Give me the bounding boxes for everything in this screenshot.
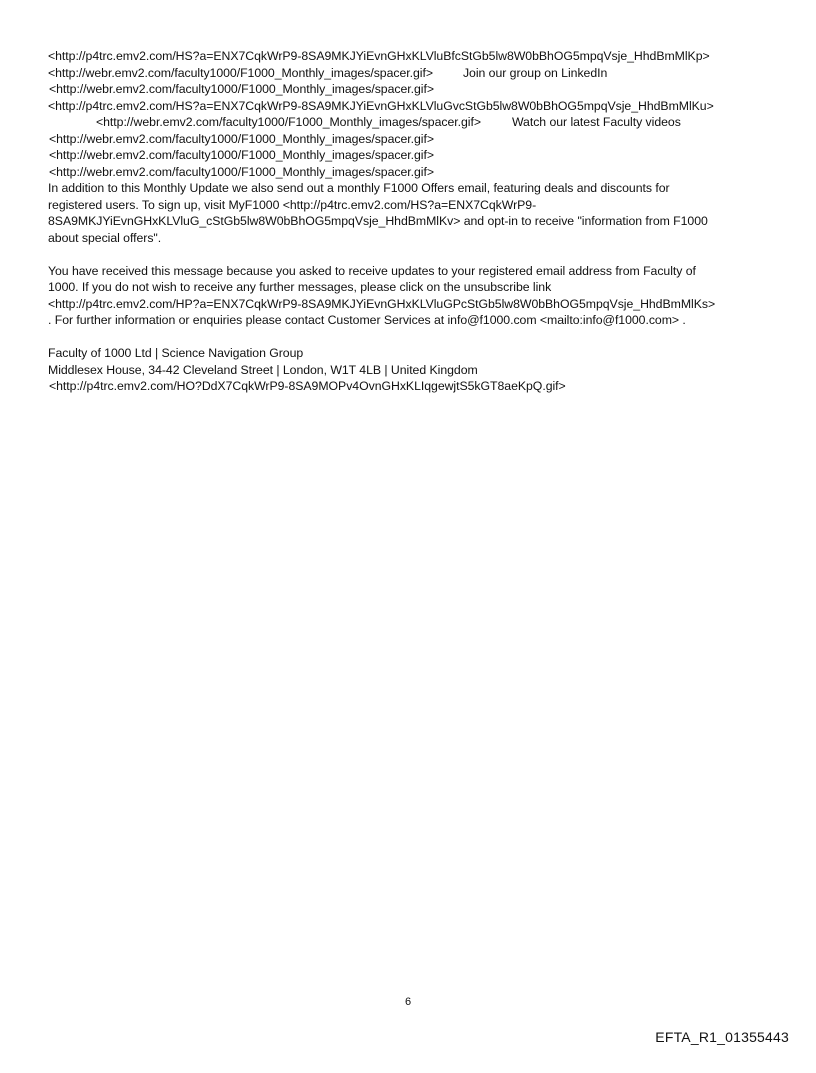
- offers-paragraph: [48, 180, 778, 246]
- offers-line: about special offers".: [48, 230, 162, 245]
- spacer-image-link: <http://webr.emv2.com/faculty1000/F1000_Monthly_images/spacer.gif>: [48, 65, 433, 80]
- faculty-videos-text: Watch our latest Faculty videos: [511, 115, 681, 129]
- tracking-link-line: <http://p4trc.emv2.com/HS?a=ENX7CqkWrP9-8SA9MKJYiEvnGHxKLVluGvcStGb5lw8W0bBhOG5mpqVsje_HhdBmMlKu>: [48, 98, 714, 113]
- company-address: Middlesex House, 34-42 Cleveland Street | London, W1T 4LB | United Kingdom: [48, 362, 478, 377]
- spacer-image-line: <http://webr.emv2.com/faculty1000/F1000_Monthly_images/spacer.gif>: [49, 131, 434, 146]
- offers-line: In addition to this Monthly Update we also send out a monthly F1000 Offers email, featuring deals and discounts for: [48, 181, 670, 195]
- paragraph-spacer: [48, 329, 778, 346]
- document-id-stamp: EFTA_R1_01355443: [655, 1029, 789, 1045]
- tracking-image-link: <http://p4trc.emv2.com/HO?DdX7CqkWrP9-8SA9MOPv4OvnGHxKLIqgewjtS5kGT8aeKpQ.gif>: [49, 379, 566, 393]
- linkedin-line: [48, 65, 778, 82]
- offers-line: registered users. To sign up, visit MyF1000 <http://p4trc.emv2.com/HS?a=ENX7CqkWrP9-: [48, 197, 537, 212]
- unsubscribe-paragraph: [48, 263, 778, 329]
- spacer-image-line: <http://webr.emv2.com/faculty1000/F1000_Monthly_images/spacer.gif>: [49, 148, 434, 162]
- offers-line: 8SA9MKJYiEvnGHxKLVluG_cStGb5lw8W0bBhOG5mpqVsje_HhdBmMlKv> and opt-in to receive "information from F1000: [48, 214, 708, 228]
- company-footer: [48, 345, 778, 395]
- spacer-image-line: <http://webr.emv2.com/faculty1000/F1000_Monthly_images/spacer.gif>: [49, 164, 434, 179]
- spacer-image-link: <http://webr.emv2.com/faculty1000/F1000_Monthly_images/spacer.gif>: [96, 115, 481, 129]
- unsubscribe-line: 1000. If you do not wish to receive any further messages, please click on the unsubscribe link: [48, 280, 552, 294]
- email-body-text: [48, 48, 778, 395]
- unsubscribe-link: <http://p4trc.emv2.com/HP?a=ENX7CqkWrP9-8SA9MKJYiEvnGHxKLVluGPcStGb5lw8W0bBhOG5mpqVsje_HhdBmMlKs>: [48, 296, 716, 311]
- page-number: 6: [404, 996, 412, 1008]
- customer-services-line: . For further information or enquiries please contact Customer Services at info@f1000.com <mailto:info@f1000.com> .: [48, 313, 686, 327]
- videos-line: [48, 114, 778, 131]
- tracking-link-line: <http://p4trc.emv2.com/HS?a=ENX7CqkWrP9-8SA9MKJYiEvnGHxKLVluBfcStGb5lw8W0bBhOG5mpqVsje_HhdBmMlKp>: [48, 49, 710, 63]
- unsubscribe-line: You have received this message because you asked to receive updates to your registered email address from Faculty of: [48, 263, 696, 278]
- linkedin-group-text: Join our group on LinkedIn: [462, 65, 608, 80]
- company-name: Faculty of 1000 Ltd | Science Navigation Group: [48, 346, 304, 360]
- paragraph-spacer: [48, 246, 778, 263]
- spacer-image-line: <http://webr.emv2.com/faculty1000/F1000_Monthly_images/spacer.gif>: [49, 82, 434, 96]
